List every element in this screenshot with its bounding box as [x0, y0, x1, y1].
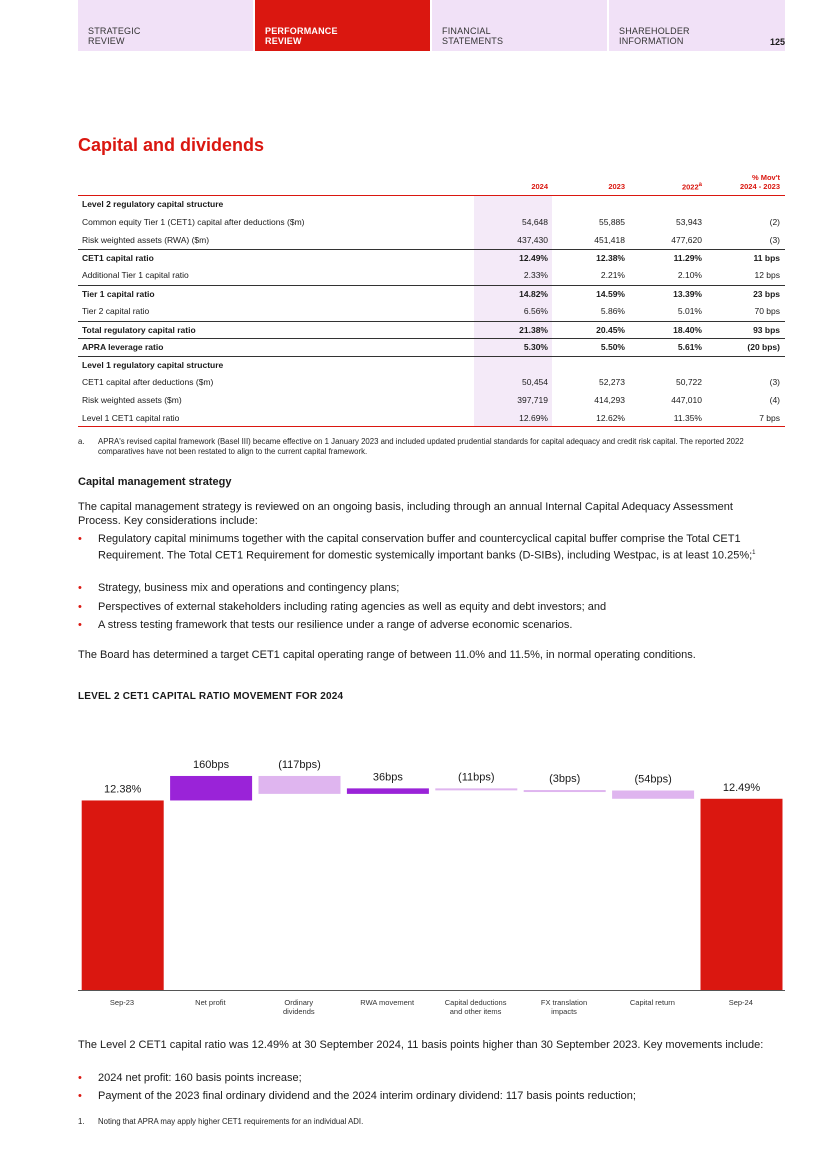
table-row [78, 249, 785, 267]
cell-value: 12.49% [519, 253, 548, 264]
movement-bullet: • Payment of the 2023 final ordinary dividend and the 2024 interim ordinary dividend: 117 basis points reduction; [78, 1090, 636, 1102]
cell-value: 20.45% [596, 324, 625, 335]
section-heading: Capital management strategy [78, 476, 232, 488]
bullet-icon: • [78, 533, 82, 545]
category-label: FX translation impacts [540, 998, 588, 1016]
cell-value: (4) [769, 394, 780, 405]
section-nav [78, 0, 785, 51]
page-number: 125 [769, 37, 785, 47]
cell-value: 11 bps [753, 253, 780, 264]
cell-value: 7 bps [759, 412, 780, 423]
cell-value: 5.30% [523, 342, 548, 353]
cell-value: 13.39% [673, 288, 702, 299]
cell-value: 2.10% [677, 270, 702, 281]
data-label: (11bps) [458, 771, 495, 784]
cell-value: 12.38% [596, 253, 625, 264]
table-body [78, 196, 785, 427]
header-2022: 2022$^a$ [681, 181, 702, 191]
cell-value: 14.59% [596, 288, 625, 299]
cell-value: 6.56% [523, 305, 548, 316]
row-label: CET1 capital after deductions ($m) [82, 376, 214, 387]
cell-value: 14.82% [519, 288, 548, 299]
table-row [78, 303, 785, 321]
row-label: Level 2 regulatory capital structure [82, 199, 224, 209]
table-row [78, 196, 785, 214]
tab-performance-review[interactable]: PERFORMANCE REVIEW [255, 0, 430, 51]
cell-value: 5.50% [600, 342, 625, 353]
category-label: Sep-24 [728, 998, 753, 1007]
cell-value: 11.35% [673, 412, 702, 423]
cell-value: 55,885 [599, 216, 625, 227]
data-label: (54bps) [634, 773, 672, 786]
cell-value: 12.69% [519, 412, 548, 423]
chart-bar [82, 800, 164, 990]
cell-value: (20 bps) [747, 342, 780, 353]
footnote: 1. Noting that APRA may apply higher CET1 requirements for an individual ADI. [78, 1117, 364, 1126]
cell-value: (2) [769, 216, 780, 227]
chart-bar [259, 776, 341, 794]
row-label: Total regulatory capital ratio [82, 324, 196, 335]
cell-value: 50,454 [522, 376, 548, 387]
strategy-bullet: • A stress testing framework that tests our resilience under a range of adverse economic scenarios. [78, 619, 573, 631]
table-note: a. APRA's revised capital framework (Basel III) became effective on 1 January 2023 and included updated prudential standards for capital adequacy and credit risk capital. The reported 2022 comparatives have not been restated to align to the current capital framework. [78, 437, 744, 456]
strategy-intro: The capital management strategy is reviewed on an ongoing basis, including through an annual Internal Capital Adequacy Assessment Process. Key considerations include: [78, 501, 733, 527]
table-row [78, 356, 785, 374]
row-label: APRA leverage ratio [82, 342, 164, 353]
cell-value: (3) [769, 376, 780, 387]
cell-value: 11.29% [673, 253, 702, 264]
cell-value: 397,719 [517, 394, 548, 405]
header-movement: % Mov't 2024 - 2023 [739, 173, 780, 191]
cell-value: 5.61% [677, 342, 702, 353]
capital-table [78, 170, 785, 427]
tab-strategic-review[interactable]: STRATEGIC REVIEW [78, 0, 253, 51]
bullet-icon: • [78, 582, 82, 594]
header-2024: 2024 [531, 182, 548, 191]
chart-bar [524, 790, 606, 792]
cell-value: 50,722 [676, 376, 702, 387]
cell-value: 70 bps [754, 305, 780, 316]
table-row [78, 338, 785, 356]
cell-value: 477,620 [671, 234, 702, 245]
table-header [78, 170, 785, 196]
table-row [78, 321, 785, 339]
cell-value: 414,293 [594, 394, 625, 405]
page-title: Capital and dividends [78, 135, 265, 155]
chart-bar [612, 791, 694, 799]
table-row [78, 214, 785, 232]
category-label: Capital return [629, 998, 675, 1007]
chart-bar [435, 788, 517, 790]
cell-value: 18.40% [673, 324, 702, 335]
table-row [78, 285, 785, 303]
cell-value: (3) [769, 234, 780, 245]
row-label: Risk weighted assets (RWA) ($m) [82, 234, 210, 245]
category-label: Net profit [195, 998, 226, 1007]
table-row [78, 267, 785, 285]
movements-intro: The Level 2 CET1 capital ratio was 12.49% at 30 September 2024, 11 basis points higher than 30 September 2023. Key movements include: [78, 1039, 764, 1051]
cell-value: 12 bps [754, 270, 780, 281]
cell-value: 12.62% [596, 412, 625, 423]
bullet-icon: • [78, 1072, 82, 1084]
table-row [78, 410, 785, 428]
chart-bar [701, 799, 783, 990]
data-label: 160bps [193, 758, 230, 771]
category-label: Sep-23 [109, 998, 135, 1007]
table-row [78, 392, 785, 410]
waterfall-chart [78, 708, 785, 1028]
row-label: Common equity Tier 1 (CET1) capital after deductions ($m) [82, 216, 305, 227]
bullet-icon: • [78, 619, 82, 631]
chart-canvas [78, 708, 785, 1028]
table-row [78, 374, 785, 392]
tab-shareholder-information[interactable]: SHAREHOLDER INFORMATION [609, 0, 785, 51]
row-label: Tier 1 capital ratio [82, 288, 155, 299]
category-label: Capital deductions and other items [444, 998, 507, 1016]
movement-bullet: • 2024 net profit: 160 basis points increase; [78, 1072, 302, 1084]
bullet-icon: • [78, 601, 82, 613]
chart-title: LEVEL 2 CET1 CAPITAL RATIO MOVEMENT FOR 2024 [78, 691, 344, 702]
row-label: CET1 capital ratio [82, 253, 154, 264]
cell-value: 53,943 [676, 216, 702, 227]
strategy-bullet: • Strategy, business mix and operations and contingency plans; [78, 582, 400, 594]
table-row [78, 232, 785, 250]
row-label: Level 1 regulatory capital structure [82, 360, 224, 371]
row-label: Additional Tier 1 capital ratio [82, 270, 189, 281]
cell-value: 437,430 [517, 234, 548, 245]
chart-bar [347, 788, 429, 794]
cell-value: 2.21% [600, 270, 625, 281]
cell-value: 5.86% [600, 305, 625, 316]
row-label: Level 1 CET1 capital ratio [82, 412, 180, 423]
cell-value: 54,648 [522, 216, 548, 227]
data-label: 12.49% [722, 781, 761, 794]
data-label: 36bps [372, 771, 403, 784]
strategy-bullet: • Perspectives of external stakeholders including rating agencies as well as equity and debt investors; and [78, 601, 607, 613]
row-label: Risk weighted assets ($m) [82, 394, 182, 405]
category-label: RWA movement [360, 998, 415, 1007]
cell-value: 52,273 [599, 376, 625, 387]
strategy-bullet: • Regulatory capital minimums together with the capital conservation buffer and countercyclical capital buffer comprise the Total CET1 Requirement. The Total CET1 Requirement for domestic systemically important banks (D-SIBs), including Westpac, is at least 10.25%;$^1$ [78, 533, 756, 562]
data-label: 12.38% [104, 783, 142, 796]
cell-value: 451,418 [594, 234, 625, 245]
cell-value: 23 bps [753, 288, 780, 299]
board-paragraph: The Board has determined a target CET1 capital operating range of between 11.0% and 11.5%, in normal operating conditions. [78, 649, 696, 661]
category-label: Ordinary dividends [282, 998, 315, 1016]
row-label: Tier 2 capital ratio [82, 305, 150, 316]
data-label: (3bps) [549, 773, 581, 786]
tab-financial-statements[interactable]: FINANCIAL STATEMENTS [432, 0, 607, 51]
data-label: (117bps) [278, 758, 321, 771]
cell-value: 447,010 [671, 394, 702, 405]
bullet-icon: • [78, 1090, 82, 1102]
cell-value: 5.01% [677, 305, 702, 316]
cell-value: 93 bps [753, 324, 780, 335]
header-2023: 2023 [608, 182, 625, 191]
cell-value: 21.38% [519, 324, 548, 335]
cell-value: 2.33% [523, 270, 548, 281]
chart-bar [170, 776, 252, 800]
